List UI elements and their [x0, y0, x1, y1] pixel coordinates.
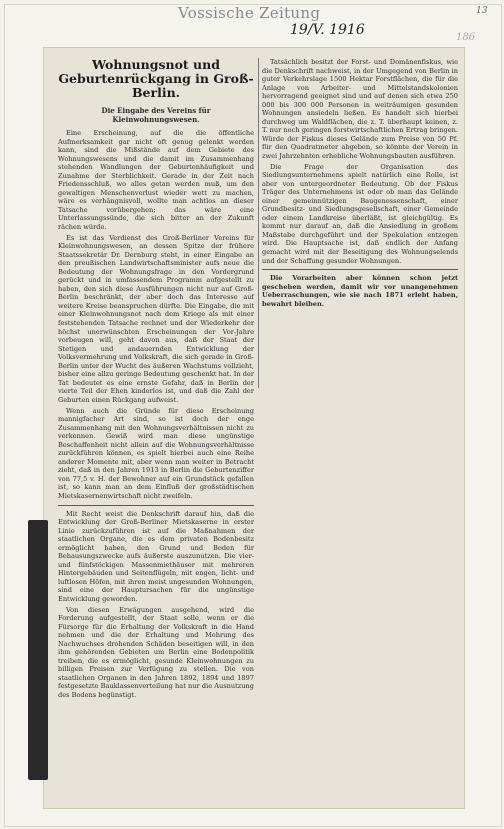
article-paragraph: Wenn auch die Gründe für diese Erscheinung mannigfacher Art sind, so ist doch der enge Zusammenhang mit den Wohnungsverhältnissen nicht zu verkennen. Gewiß wird man diese ungünstige Beschaffenheit nicht allein auf die Wohnungsverhältnisse zurückführen können, es spielt hierbei auch eine Reihe anderer Momente mit, aber wenn man weiter in Betracht zieht, daß in den Jahren 1913 in Berlin die Geburtenziffer von 77,5 v. H. der Bewohner auf ein Grundstück gefallen ist, so kann man an dem Einfluß der großstädtischen Mietskasernenwirtschaft nicht zweifeln.	[58, 406, 254, 500]
article-right-column	[262, 58, 458, 310]
article-paragraph: Tatsächlich besitzt der Forst- und Domänenfiskus, wie die Denkschrift nachweist, in der Umgegend von Berlin in guter Verkehrslage 1500 Hektar Forstflächen, die für die Anlage von Arbeiter- und Mittelstandskolonien hervorragend geeignet sind und auf denen sich etwa 250 000 bis 300 000 Personen in weiträumigen gesunden Wohnungen ansiedeln ließen. Es handelt sich hierbei durchweg um Waldflächen, die z. T. überhaupt keinen, z. T. nur noch geringen forstwirtschaftlichen Ertrag bringen. Würde der Fiskus dieses Gelände zum Preise von 50 Pf. für den Quadratmeter abgeben, so könnte der Verein in zwei Jahrzehnten erhebliche Wohnungsbauten ausführen.	[262, 58, 458, 161]
article-paragraph: Von diesen Erwägungen ausgehend, wird die Forderung aufgestellt, der Staat solle, wenn er die Fürsorge für die Erhaltung der Volkskraft in die Hand nehmen und die der Erhaltung und Mehrung des Nachwuchses drohenden Schäden beseitigen will, in den ihm gehörenden Gebieten um Berlin eine Bodenpolitik treiben, die es ermöglicht, gesunde Kleinwohnungen zu billigen Preisen zur Verfügung zu stellen. Die von staatlichen Organen in den Jahren 1892, 1894 und 1897 festgesetzte Bauklassenverteilung hat nur die Ausnutzung des Bodens begünstigt.	[58, 605, 254, 699]
article-paragraph: Die Frage der Organisation des Siedlungsunternehmens spielt natürlich eine Rolle, ist aber von untergeordneter Bedeutung. Ob der Fiskus Träger des Unternehmens ist oder ob man das Gelände einer gemeinnützigen Baugenossenschaft, einer Grundbesitz- und Siedlungsgesellschaft, einer Gemeinde oder einem Landkreise überläßt, ist gleichgültig. Es kommt nur darauf an, daß die Ansiedlung in großem Maßstabe durchgeführt und der Spekulation entzogen wird. Die Hauptsache ist, daß endlich der Anfang gemacht wird mit der Beseitigung des Wohnungselends und der Schaffung gesunder Wohnungen.	[262, 162, 458, 265]
newspaper-masthead: Vossische Zeitung	[178, 4, 321, 22]
section-rule	[262, 269, 458, 270]
article-paragraph: Eine Erscheinung, auf die die öffentliche Aufmerksamkeit gar nicht oft genug gelenkt werden kann, sind die Mißstände auf dem Gebiete des Wohnungswesens und die damit im Zusammenhang stehenden Wandlungen der Geburtenhäufigkeit und Zunahme der Sterblichkeit. Gerade in der Zeit nach Friedensschluß, wo alles getan werden muß, um den gewaltigen Menschenverlust wieder wett zu machen, wäre es verhängnisvoll, wollte man achtlos an dieser Tatsache vorübergehen; das wäre eine Unterlassungssünde, die sich bitter an der Zukunft rächen würde.	[58, 129, 254, 232]
handwritten-date: 19/V. 1916	[290, 22, 365, 38]
article-paragraph: Mit Recht weist die Denkschrift darauf hin, daß die Entwicklung der Groß-Berliner Mietskaserne in erster Linie zurückzuführen ist auf die Maßnahmen der staatlichen Organe, die es dem privaten Bodenbesitz ermöglicht haben, den Grund und Boden für Behausungszwecke aufs äußerste auszunutzen. Die vier- und fünfstöckigen Massenmiethäuser mit mehreren Hintergebäuden und Seitenflügeln, mit engen, licht- und luftlosen Höfen, mit ihren meist ungesunden Wohnungen, sind eine der Hauptursachen für die ungünstige Entwicklung geworden.	[58, 509, 254, 603]
clipping-edge-shadow	[28, 520, 48, 780]
article-left-column	[58, 58, 254, 702]
handwritten-corner-mark: 13	[476, 6, 488, 16]
article-paragraph: Es ist das Verdienst des Groß-Berliner Vereins für Kleinwohnungswesen, an dessen Spitze der frühere Staatssekretär Dr. Dernburg steht, in einer Eingabe an den preußischen Landwirtschaftsminister aufs neue die Bedeutung der Wohnungsfrage in den Vordergrund gerückt und in umfassendem Programm aufgestellt zu haben, den sich diese Ausführungen nicht nur auf Groß-Berlin beschränkt, der aber doch das Interesse auf weitere Kreise beanspruchen dürfte. Die Eingabe, die mit einer Kleinwohnungsnot nach dem Kriege als mit einer feststehenden Tatsache rechnet und der Wiederkehr der höchst unerwünschten Erscheinungen der Vor-Jahre vorbeugen will, geht davon aus, daß der Staat der Stetigen und andauernden Entwicklung der Volksvermehrung und Volkskraft, die sich gerade in Groß-Berlin unter der Wucht des äußeren Wachstums vollzieht, bisher eine allzu geringe Bedeutung geschenkt hat. In der Tat bedeutet es eine ernste Gefahr, daß in Berlin der vierte Teil der Ehen kinderlos ist, und daß die Zahl der Geburten einen Rückgang aufweist.	[58, 233, 254, 404]
article-headline: Wohnungsnot und Geburtenrückgang in Groß-Berlin.	[58, 57, 254, 100]
section-rule	[58, 505, 254, 506]
article-notice: Die Vorarbeiten aber können schon jetzt geschehen werden, damit wir vor unangenehmen Ueberraschungen, wie sie nach 1871 erlebt haben, bewahrt bleiben.	[262, 274, 458, 308]
column-divider	[258, 58, 259, 388]
article-subhead: Die Eingabe des Vereins für Kleinwohnungswesen.	[101, 106, 211, 124]
handwritten-number: 186	[456, 32, 476, 43]
